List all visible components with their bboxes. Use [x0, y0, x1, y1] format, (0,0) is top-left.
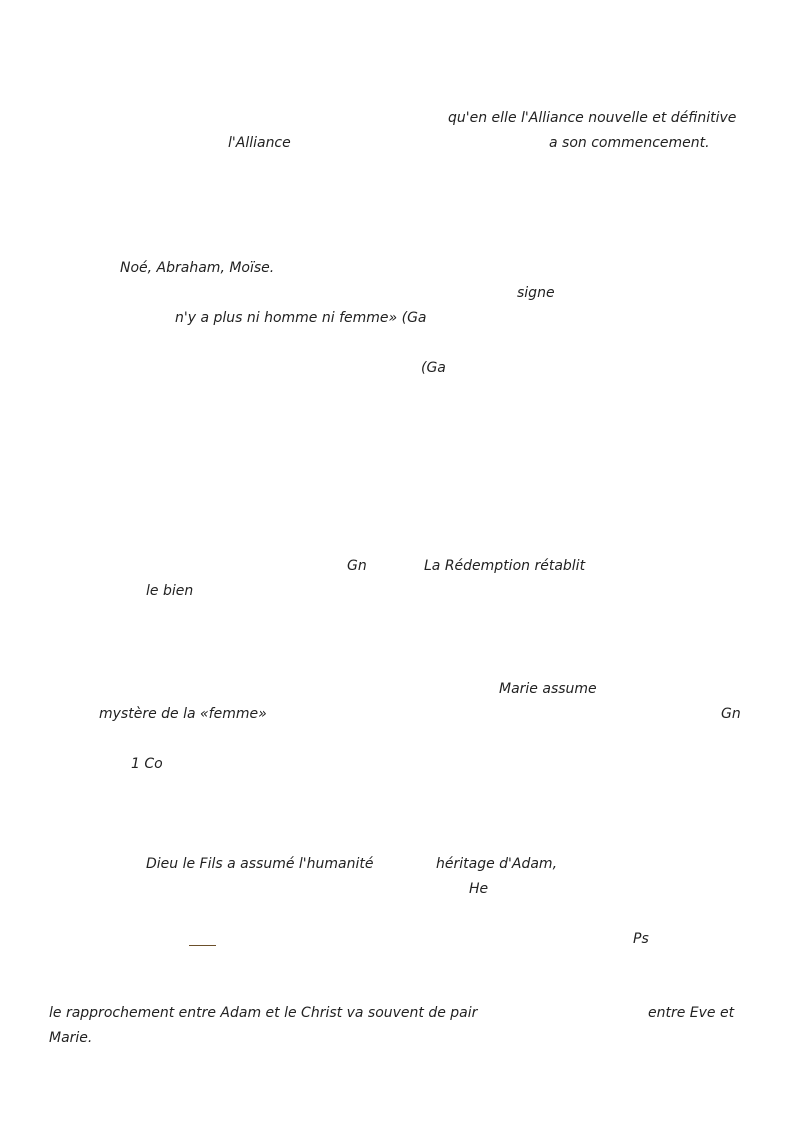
text-fragment: le rapprochement entre Adam et le Christ va souvent de pair [49, 1005, 478, 1021]
text-fragment: Ps [633, 931, 649, 947]
text-fragment: Noé, Abraham, Moïse. [120, 260, 275, 276]
text-fragment: l'Alliance [228, 135, 291, 151]
text-fragment: qu'en elle l'Alliance nouvelle et définitive [448, 110, 737, 126]
text-fragment: Dieu le Fils a assumé l'humanité [146, 856, 374, 872]
text-fragment: Gn [347, 558, 367, 574]
text-fragment: n'y a plus ni homme ni femme» (Ga [175, 310, 427, 326]
text-fragment: entre Eve et [648, 1005, 735, 1021]
text-fragment: a son commencement. [549, 135, 710, 151]
text-fragment: Gn [721, 706, 741, 722]
text-fragment: mystère de la «femme» [99, 706, 267, 722]
text-fragment: Marie. [49, 1030, 93, 1046]
text-fragment: He [469, 881, 489, 897]
text-fragment: héritage d'Adam, [436, 856, 558, 872]
text-fragment: 1 Co [131, 756, 163, 772]
text-fragment: La Rédemption rétablit [424, 558, 586, 574]
underline-mark [189, 945, 216, 946]
text-fragment: signe [517, 285, 555, 301]
text-fragment: (Ga [421, 360, 446, 376]
text-fragment: Marie assume [499, 681, 597, 697]
text-fragment: le bien [146, 583, 194, 599]
